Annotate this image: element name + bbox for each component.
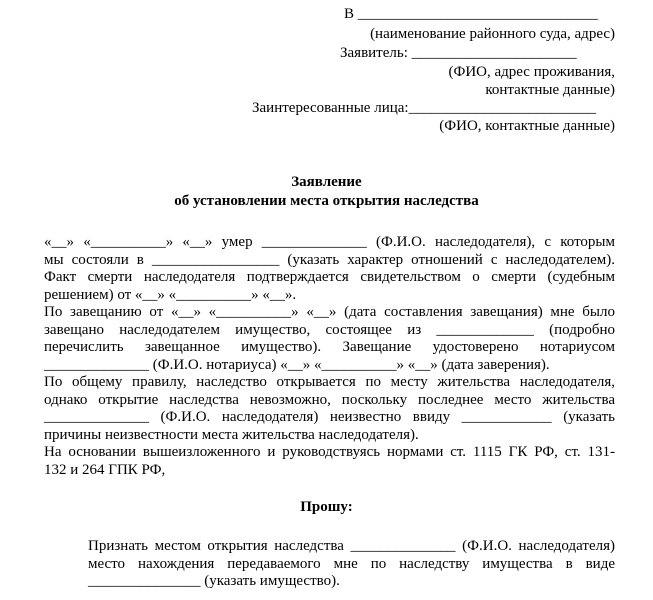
body-line: ______________ (Ф.И.О. нотариуса) «__» «__________» «__» (дата заверения). <box>44 356 550 373</box>
request-line: _______________ (указать имущество). <box>88 573 340 589</box>
body-line: однако открытие наследства невозможно, поскольку последнее место жительства <box>44 391 615 408</box>
applicant-hint-2: контактные данные) <box>485 82 615 98</box>
document-subtitle: об установлении места открытия наследства <box>174 193 479 209</box>
court-line: В ________________________________ <box>344 6 598 22</box>
body-line: «__» «__________» «__» умер ______________ (Ф.И.О. наследодателя), с которым <box>44 234 615 250</box>
body-line: причины неизвестности места жительства наследодателя). <box>44 426 419 443</box>
body-line: Факт смерти наследодателя подтверждается свидетельством о смерти (судебным <box>44 269 615 285</box>
body-line: решением) от «__» «__________» «__». <box>44 286 297 303</box>
body-line: ______________ (Ф.И.О. наследодателя) неизвестно ввиду ____________ (указать <box>44 409 615 425</box>
request-heading: Прошу: <box>300 499 353 515</box>
interested-parties-hint: (ФИО, контактные данные) <box>439 118 615 134</box>
body-line: перечислить завещанное имущество). Завещание удостоверено нотариусом <box>44 339 615 355</box>
request-line: место нахождения передаваемого мне по наследству имущества в виде <box>88 555 615 572</box>
applicant-line: Заявитель: ______________________ <box>340 45 577 61</box>
body-line: На основании вышеизложенного и руководствуясь нормами ст. 1115 ГК РФ, ст. 131- <box>44 444 615 460</box>
statement-body <box>44 234 615 479</box>
request-body <box>88 538 615 591</box>
document-title: Заявление <box>291 174 362 190</box>
body-line: По общему правилу, наследство открывается по месту жительства наследодателя, <box>44 374 615 390</box>
body-line: завещано наследодателем имущество, состоящее из _____________ (подробно <box>44 321 615 338</box>
request-line: Признать местом открытия наследства ______________ (Ф.И.О. наследодателя) <box>88 538 615 554</box>
applicant-hint-1: (ФИО, адрес проживания, <box>448 64 615 80</box>
body-line: 132 и 264 ГПК РФ, <box>44 461 166 478</box>
court-hint: (наименование районного суда, адрес) <box>370 26 615 42</box>
body-line: По завещанию от «__» «__________» «__» (дата составления завещания) мне было <box>44 304 615 320</box>
interested-parties-line: Заинтересованные лица:_________________________ <box>252 100 597 116</box>
body-line: мы состояли в _________________ (указать характер отношений с наследодателем). <box>44 251 615 268</box>
